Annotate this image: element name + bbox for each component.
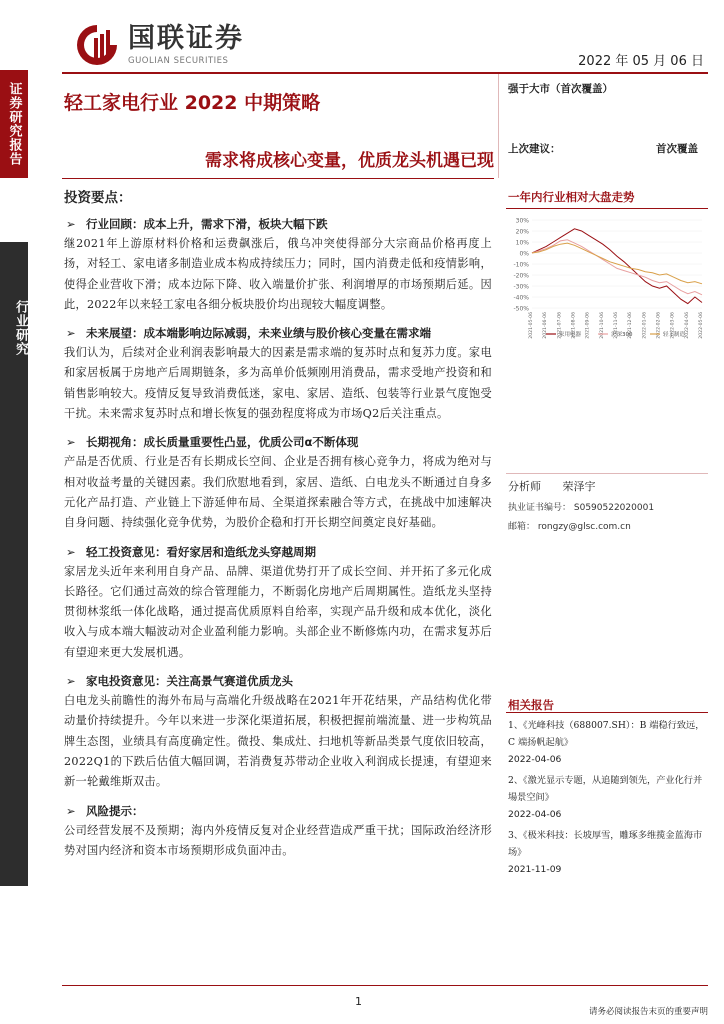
license-label: 执业证书编号： <box>508 503 572 513</box>
y-tick-label: -20% <box>513 272 529 280</box>
y-tick-label: 30% <box>515 217 529 225</box>
section-heading-review: ➢ 行业回顾：成本上升，需求下滑，板块大幅下跌 <box>64 214 492 234</box>
related-reports-title: 相关报告 <box>508 698 554 712</box>
x-tick-label: 2022-01-06 <box>642 312 648 339</box>
rating: 强于大市（首次覆盖） <box>508 83 613 95</box>
series-line <box>532 240 702 295</box>
related-report-text: 2、《激光显示专题，从追随到领先，产业化行并場景空间》 <box>508 775 703 803</box>
related-reports-list <box>508 717 710 882</box>
arrow-bullet-icon: ➢ <box>66 217 76 231</box>
side-label-industry: 行业研究 <box>13 300 28 356</box>
y-tick-label: 0% <box>519 250 529 258</box>
license-number: S0590522020001 <box>573 503 655 513</box>
report-title: 轻工家电行业 2022 中期策略 <box>64 92 321 114</box>
related-divider <box>506 712 708 713</box>
arrow-bullet-icon: ➢ <box>66 544 76 559</box>
related-report-date: 2022-04-06 <box>508 754 562 765</box>
logo-name-en: GUOLIAN SECURITIES <box>128 56 229 66</box>
x-tick-label: 2021-10-06 <box>599 312 605 339</box>
section-paragraph-light-industry: 家居龙头近年来利用自身产品、品牌、渠道优势打开了成长空间、并开拓了多元化成长路径。它们通过高效的综合管理能力，不断弱化房地产后周期属性。造纸龙头坚持贯彻林浆纸一体化战略，通过提高优质原料自给率，实现产品升级和成本优化，淡化收入与成本端大幅波动对企业盈利能力影响。头部企业不断修炼内功，在需求复苏后有望迎来更大发展机遇。 <box>64 564 492 659</box>
email-label: 邮箱： <box>508 522 536 532</box>
y-tick-label: 20% <box>515 228 529 236</box>
main-content <box>64 186 492 861</box>
logo-name-cn: 国联证券 <box>128 23 244 54</box>
related-report-date: 2021-11-09 <box>508 864 562 875</box>
x-tick-label: 2021-05-06 <box>529 312 534 339</box>
related-report-text: 1、《光峰科技（688007.SH）：B 端稳行致远，C 端扬帆起航》 <box>508 720 705 748</box>
x-tick-label: 2021-08-06 <box>571 312 577 339</box>
x-tick-label: 2021-06-06 <box>543 312 549 339</box>
y-tick-label: -30% <box>513 283 529 291</box>
section-paragraph-appliances: 白电龙头前瞻性的海外布局与高端化升级战略在2021年开花结果，产品结构优化带动量价持续提升。今年以来进一步深化渠道拓展，积极把握前端流量、进一步构筑品牌生态图，业绩具有高度确定性。微投、集成灶、扫地机等新品类景气度依旧较高，2022Q1的下跌后估值大幅回调，若消费复苏带动企业收入利润成长提速，有望迎来新一轮戴维斯双击。 <box>64 694 492 789</box>
legend-label: 家用电器 <box>559 332 582 338</box>
section-paragraph-outlook: 我们认为，后续对企业利润表影响最大的因素是需求端的复苏时点和复苏力度。家电和家居板属于房地产后周期链条，多为高单价低频刚用消费品，需求受地产投资和和销售影响较大。疫情反复导致消费低迷，家电、家居、造纸、包装等行业景气度饱受干扰。未来需求复苏时点和增长恢复的强劲程度将成为市场Q2后关注重点。 <box>64 346 492 421</box>
report-date: 2022 年 05 月 06 日 <box>578 54 704 69</box>
column-divider <box>498 74 499 178</box>
side-label-research-report: 证券研究报告 <box>0 70 28 178</box>
section-paragraph-risk: 公司经营发展不及预期；海内外疫情反复对企业经营造成严重干扰；国际政治经济形势对国内经济和资本市场预期形成负面冲击。 <box>64 823 492 857</box>
series-line <box>532 243 702 284</box>
related-report-item[interactable] <box>508 717 710 768</box>
title-divider <box>62 178 494 179</box>
logo-mark-icon <box>74 22 120 68</box>
x-tick-label: 2022-03-06 <box>670 312 676 339</box>
x-tick-label: 2021-07-06 <box>557 312 563 339</box>
related-report-text: 3、《极米科技：长坡厚雪，雕琢多维揽金蓝海市场》 <box>508 830 703 858</box>
analyst-divider <box>506 473 708 474</box>
arrow-bullet-icon: ➢ <box>66 435 76 450</box>
x-tick-label: 2022-04-06 <box>684 312 690 339</box>
analyst-info <box>508 478 708 532</box>
report-subtitle: 需求将成核心变量，优质龙头机遇已现 <box>205 151 494 171</box>
company-logo <box>74 22 244 68</box>
section-heading-light-industry: ➢ 轻工投资意见：看好家居和造纸龙头穿越周期 <box>64 542 492 562</box>
previous-rating-value: 首次覆盖 <box>656 143 698 155</box>
legend-label: 沪深300 <box>611 332 633 338</box>
x-tick-label: 2021-12-06 <box>628 312 634 339</box>
analyst-email-link[interactable]: rongzy@glsc.com.cn <box>537 522 631 532</box>
x-tick-label: 2022-02-06 <box>656 312 662 339</box>
previous-rating-label: 上次建议： <box>508 143 561 155</box>
key-points-heading: 投资要点： <box>64 190 132 206</box>
section-heading-appliances: ➢ 家电投资意见：关注高景气赛道优质龙头 <box>64 671 492 691</box>
analyst-name: 荣泽宇 <box>562 480 596 493</box>
series-line <box>532 229 702 304</box>
related-report-date: 2022-04-06 <box>508 809 562 820</box>
analyst-role: 分析师 <box>508 480 541 493</box>
x-tick-label: 2021-09-06 <box>585 312 591 339</box>
section-paragraph-long-term: 产品是否优质、行业是否有长期成长空间、企业是否拥有核心竞争力，将成为绝对与相对收益考量的关键因素。我们欣慰地看到，家居、造纸、白电龙头不断通过自身多元化产品打造、产业链上下游延伸布局、全渠道探索融合等方式，在挑战中加速解决自身问题、持续强化竞争优势，为股价企稳和打开长期空间奠定良好基础。 <box>64 455 492 530</box>
arrow-bullet-icon: ➢ <box>66 803 76 818</box>
x-tick-label: 2022-05-06 <box>699 312 704 339</box>
related-report-item[interactable] <box>508 772 710 823</box>
header-divider <box>62 72 708 74</box>
arrow-bullet-icon: ➢ <box>66 326 76 341</box>
arrow-bullet-icon: ➢ <box>66 674 76 689</box>
section-heading-long-term: ➢ 长期视角：成长质量重要性凸显，优质公司α不断体现 <box>64 432 492 452</box>
chart-divider <box>506 208 708 209</box>
section-heading-outlook: ➢ 未来展望：成本端影响边际减弱，未来业绩与股价核心变量在需求端 <box>64 323 492 343</box>
y-tick-label: 10% <box>515 239 529 247</box>
page-number: 1 <box>355 995 362 1008</box>
footer-divider <box>62 985 708 986</box>
y-tick-label: -10% <box>513 261 529 269</box>
disclaimer-note: 请务必阅读报告末页的重要声明 <box>588 1007 708 1017</box>
y-tick-label: -50% <box>513 305 529 313</box>
related-report-item[interactable] <box>508 827 710 878</box>
section-paragraph-review: 继2021年上游原材料价格和运费飙涨后，俄乌冲突使得部分大宗商品价格再度上扬，对轻工、家电诸多制造业成本构成持续压力；同时，国内消费走低和疫情影响，使得企业营收下滑；成本边际下降、收入端量价扩张、利润增厚的市场预期后延。因此，2022年以来轻工家电各细分板块股价均出现较大幅度调整。 <box>64 237 492 311</box>
section-heading-risk: ➢ 风险提示： <box>64 801 492 821</box>
relative-performance-chart <box>506 212 708 346</box>
chart-title: 一年内行业相对大盘走势 <box>508 190 635 204</box>
y-tick-label: -40% <box>513 294 529 302</box>
x-tick-label: 2021-11-06 <box>614 312 619 339</box>
legend-label: 轻工制造 <box>663 332 686 338</box>
